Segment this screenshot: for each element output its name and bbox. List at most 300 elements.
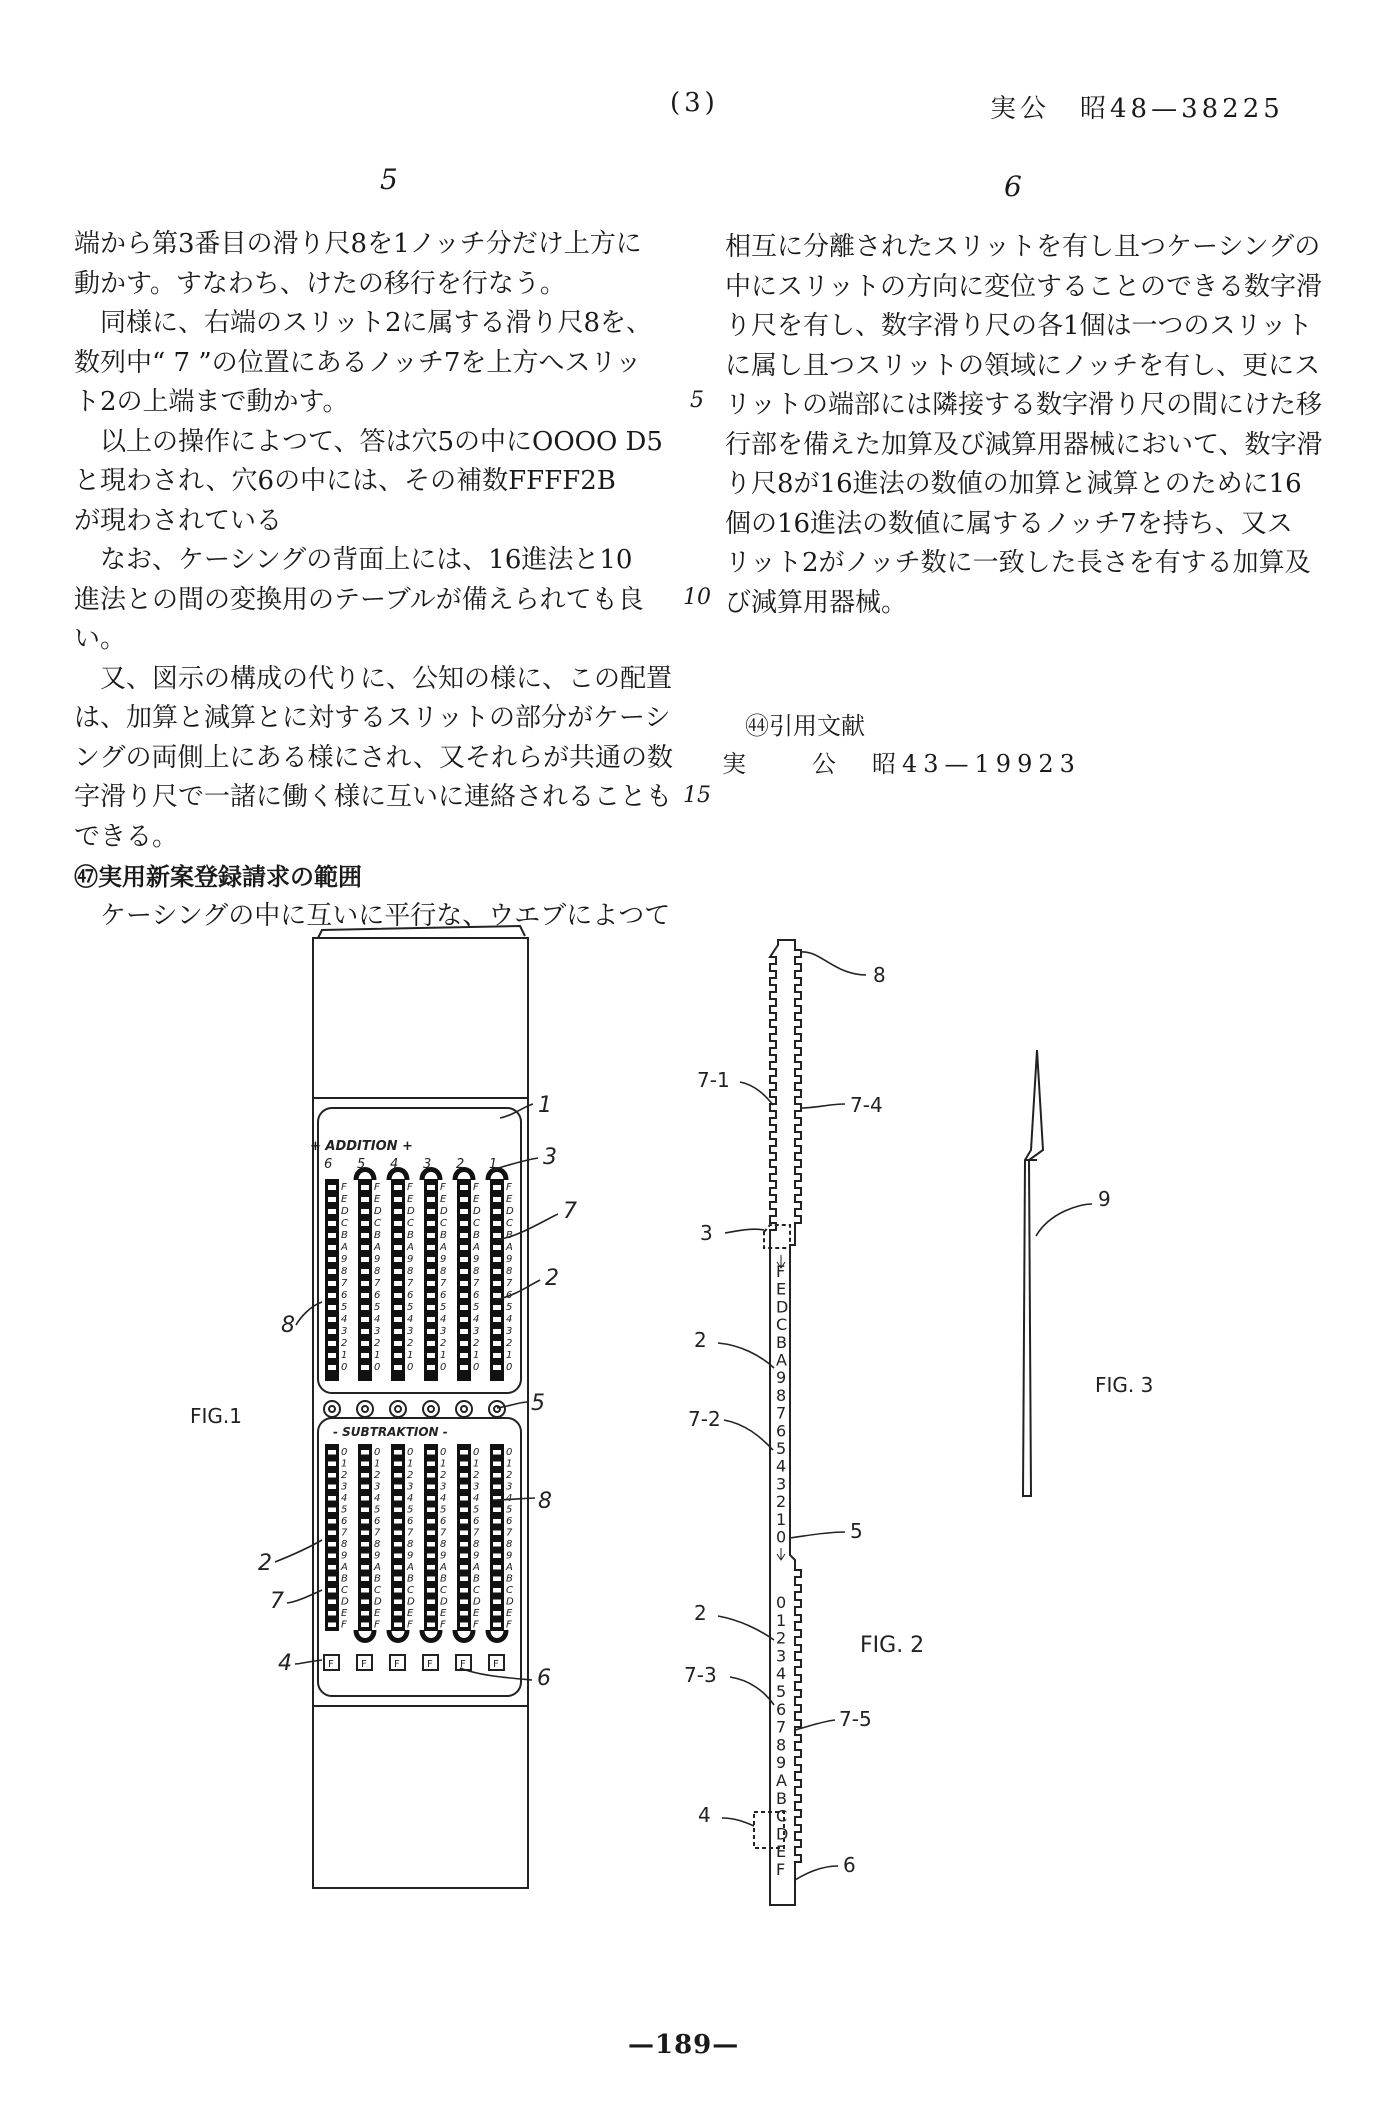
claim-first-line: ケーシングの中に互いに平行な、ウエブによつて	[74, 900, 671, 931]
callout-leader	[795, 1866, 838, 1880]
addition-digit: 3	[506, 1326, 513, 1337]
subtraction-digit: C	[506, 1585, 513, 1596]
notch	[361, 1257, 369, 1262]
addition-digit: 3	[440, 1326, 447, 1337]
addition-digit: 6	[374, 1290, 381, 1301]
notch	[427, 1508, 435, 1513]
subtraction-digit: C	[374, 1585, 381, 1596]
notch	[460, 1542, 468, 1547]
carry-hook	[488, 1630, 506, 1641]
notch	[394, 1197, 402, 1202]
addition-digit: D	[341, 1206, 349, 1217]
text-line: が現わされている	[74, 505, 283, 536]
notch	[361, 1554, 369, 1559]
addition-digit: B	[440, 1230, 447, 1241]
subtraction-digit: 7	[374, 1527, 381, 1539]
notch	[361, 1305, 369, 1310]
result-hole-center	[428, 1406, 434, 1412]
subtraction-digit: 8	[407, 1539, 414, 1550]
addition-digit: F	[506, 1182, 512, 1193]
callout-leader	[718, 1343, 774, 1368]
subtraction-digit: 7	[407, 1527, 414, 1539]
notch	[394, 1233, 402, 1238]
subtraction-digit: 0	[440, 1447, 447, 1458]
notch	[328, 1221, 336, 1226]
fig2-callout-5: 5	[850, 1519, 863, 1543]
text-line: 字滑り尺で一諸に働く様に互いに連絡されることも	[74, 782, 673, 812]
complement-window-digit: F	[394, 1659, 400, 1670]
subtraction-digit: 4	[440, 1493, 447, 1504]
text-line: 数列中“ 7 ”の位置にあるノッチ7を上方へスリッ	[74, 347, 642, 378]
addition-digit: C	[374, 1218, 381, 1229]
notch	[427, 1197, 435, 1202]
addition-digit: 5	[407, 1302, 414, 1313]
notch	[460, 1496, 468, 1501]
subtraction-digit: E	[473, 1608, 480, 1619]
callout-leader	[275, 1540, 322, 1562]
callout-leader	[801, 952, 866, 975]
addition-digit: 4	[374, 1314, 381, 1325]
subtraction-digit: 5	[440, 1504, 447, 1516]
fig2-callout-4: 4	[698, 1803, 711, 1827]
subtraction-digit: 6	[440, 1516, 447, 1527]
notch	[328, 1257, 336, 1262]
subtraction-digit: A	[506, 1562, 513, 1573]
notch	[460, 1281, 468, 1286]
subtraction-digit: A	[374, 1562, 381, 1573]
addition-digit: A	[374, 1242, 381, 1253]
text-line: リットの端部には隣接する数字滑り尺の間にけた移	[725, 390, 1322, 420]
subtraction-digit: B	[473, 1573, 480, 1585]
addition-digit: C	[473, 1218, 480, 1229]
subtraction-digit: 8	[473, 1539, 480, 1550]
notch	[328, 1329, 336, 1334]
page-bracket-number: (3)	[670, 88, 719, 118]
addition-digit: 1	[473, 1350, 480, 1361]
text-line: に属し且つスリットの領域にノッチを有し、更にス	[725, 350, 1321, 381]
notch	[361, 1577, 369, 1582]
notch	[394, 1577, 402, 1582]
notch	[394, 1623, 402, 1628]
result-hole-5	[357, 1401, 373, 1417]
notch	[460, 1209, 468, 1214]
result-hole-5	[489, 1401, 505, 1417]
notch	[493, 1554, 501, 1559]
notch	[361, 1341, 369, 1346]
notch	[328, 1197, 336, 1202]
notch	[361, 1611, 369, 1616]
notch	[427, 1317, 435, 1322]
fig2-lower-digit: F	[776, 1860, 786, 1879]
fig2-upper-digit: E	[776, 1279, 787, 1299]
result-hole-center	[461, 1406, 467, 1412]
carry-hook	[488, 1170, 506, 1181]
subtraction-digit: A	[473, 1562, 480, 1573]
addition-digit: B	[506, 1230, 513, 1241]
addition-digit: 9	[473, 1254, 480, 1265]
addition-digit: 7	[407, 1278, 414, 1289]
addition-digit: F	[407, 1182, 413, 1193]
notch	[427, 1496, 435, 1501]
result-hole-5	[324, 1401, 340, 1417]
notch	[460, 1450, 468, 1455]
subtraction-digit: 2	[440, 1470, 447, 1481]
notch	[361, 1221, 369, 1226]
text-line: リット2がノッチ数に一致した長さを有する加算及	[725, 548, 1311, 578]
notch	[493, 1353, 501, 1358]
notch	[394, 1542, 402, 1547]
line-number-5: 5	[690, 388, 704, 413]
notch	[394, 1269, 402, 1274]
subtraction-digit: B	[341, 1573, 348, 1585]
fig3-callout-9: 9	[1098, 1187, 1111, 1211]
result-hole-5	[390, 1401, 406, 1417]
notch	[328, 1353, 336, 1358]
notch	[361, 1496, 369, 1501]
result-hole-5	[423, 1401, 439, 1417]
subtraction-digit: F	[341, 1619, 347, 1631]
notch	[460, 1185, 468, 1190]
subtraction-digit: E	[341, 1608, 348, 1619]
text-line: は、加算と減算とに対するスリットの部分がケーシ	[74, 703, 671, 733]
addition-digit: 1	[506, 1350, 513, 1361]
complement-window-digit: F	[493, 1659, 499, 1670]
notch	[427, 1462, 435, 1467]
fig1-column-number: 3	[423, 1157, 432, 1172]
notch	[394, 1293, 402, 1298]
addition-digit: 6	[440, 1290, 447, 1301]
notch	[493, 1611, 501, 1616]
fig1-column-number: 5	[357, 1157, 366, 1172]
fig2-upper-digit: 5	[776, 1439, 787, 1458]
fig2-lower-digit: 4	[776, 1664, 787, 1684]
notch	[493, 1245, 501, 1250]
notch	[427, 1623, 435, 1628]
subtraction-digit: 9	[440, 1550, 447, 1562]
fig2-lower-digit: B	[776, 1788, 787, 1808]
fig2-label: FIG. 2	[860, 1633, 925, 1658]
fig2-upper-digit: A	[776, 1350, 787, 1370]
text-line: 動かす。すなわち、けたの移行を行なう。	[74, 268, 566, 299]
notch	[460, 1317, 468, 1322]
subtraction-digit: D	[506, 1596, 514, 1608]
subtraction-digit: 6	[506, 1516, 513, 1527]
subtraction-digit: 5	[374, 1504, 381, 1516]
notch	[361, 1519, 369, 1524]
fig2-upper-digit: 1	[776, 1509, 787, 1529]
notch	[460, 1257, 468, 1262]
notch	[394, 1209, 402, 1214]
subtraction-digit: 0	[506, 1447, 513, 1458]
subtraction-digit: F	[506, 1619, 512, 1631]
notch	[493, 1485, 501, 1490]
notch	[460, 1353, 468, 1358]
addition-digit: 8	[341, 1266, 348, 1277]
notch	[493, 1623, 501, 1628]
addition-digit: 3	[473, 1326, 480, 1337]
fig1-callout-2: 2	[545, 1266, 559, 1291]
carry-hook	[389, 1170, 407, 1181]
carry-hook	[356, 1630, 374, 1641]
notch	[460, 1221, 468, 1226]
addition-digit: C	[407, 1218, 414, 1229]
subtraction-digit: 7	[341, 1527, 348, 1539]
subtraction-digit: 2	[473, 1470, 480, 1481]
fig1-callout-4: 4	[278, 1651, 292, 1676]
notch	[328, 1450, 336, 1455]
notch	[394, 1329, 402, 1334]
fig3-label: FIG. 3	[1095, 1373, 1154, 1397]
subtraction-digit: A	[341, 1562, 348, 1573]
subtraction-digit: 2	[506, 1470, 513, 1481]
callout-leader	[492, 1158, 538, 1170]
fig1-callout-7: 7	[563, 1199, 577, 1224]
notch	[427, 1554, 435, 1559]
fig1-callout-8: 8	[281, 1313, 295, 1338]
addition-digit: A	[440, 1242, 447, 1253]
addition-digit: B	[473, 1230, 480, 1241]
subtraction-digit: 7	[506, 1527, 513, 1539]
fig2-lower-digit: 2	[776, 1628, 787, 1648]
addition-digit: 4	[440, 1314, 447, 1325]
addition-digit: E	[473, 1194, 480, 1205]
subtraction-digit: 7	[473, 1527, 480, 1539]
text-line: 又、図示の構成の代りに、公知の様に、この配置	[74, 663, 673, 694]
fig1-column-number: 6	[324, 1157, 333, 1172]
notch	[394, 1611, 402, 1616]
notch	[427, 1588, 435, 1593]
fig2-upper-digit: 6	[776, 1421, 787, 1441]
right-column-number: 6	[1004, 170, 1022, 203]
notch	[394, 1353, 402, 1358]
subtraction-digit: B	[374, 1573, 381, 1585]
addition-digit: C	[506, 1218, 513, 1229]
notch	[394, 1185, 402, 1190]
carry-hook	[455, 1630, 473, 1641]
result-hole-center	[395, 1406, 401, 1412]
addition-digit: A	[341, 1242, 348, 1253]
notch	[493, 1341, 501, 1346]
subtraction-digit: 4	[374, 1493, 381, 1504]
fig2-callout-2: 2	[694, 1328, 707, 1352]
notch	[427, 1565, 435, 1570]
subtraction-digit: D	[440, 1596, 448, 1608]
notch	[328, 1233, 336, 1238]
addition-digit: 4	[506, 1314, 513, 1325]
notch	[361, 1531, 369, 1536]
subtraction-digit: 3	[407, 1481, 414, 1493]
notch	[361, 1485, 369, 1490]
fig2-lower-digit: D	[776, 1824, 789, 1844]
fig2-lower-digit: C	[776, 1806, 788, 1826]
notch	[460, 1341, 468, 1346]
notch	[361, 1245, 369, 1250]
notch	[493, 1185, 501, 1190]
addition-digit: A	[473, 1242, 480, 1253]
fig2-callout-7-2: 7-2	[688, 1407, 721, 1431]
notch	[394, 1365, 402, 1370]
subtraction-digit: 1	[341, 1458, 348, 1470]
subtraction-digit: 3	[374, 1481, 381, 1493]
result-hole-center	[362, 1406, 368, 1412]
cited-reference-entry: 実 公 昭43—19923	[722, 750, 1081, 778]
fig1-label: FIG.1	[190, 1404, 242, 1428]
addition-digit: 3	[407, 1326, 414, 1337]
subtraction-digit: 1	[407, 1458, 414, 1470]
subtraction-digit: 3	[440, 1481, 447, 1493]
casing-outline	[313, 938, 528, 1888]
subtraction-digit: 4	[473, 1493, 480, 1504]
text-line: び減算用器械。	[725, 587, 908, 618]
subtraction-digit: 5	[473, 1504, 480, 1516]
notch	[460, 1245, 468, 1250]
notch	[460, 1305, 468, 1310]
notch	[394, 1245, 402, 1250]
addition-digit: 6	[407, 1290, 414, 1301]
subtraction-digit: D	[374, 1596, 382, 1608]
notch	[460, 1519, 468, 1524]
callout-leader	[287, 1590, 322, 1603]
notch	[328, 1305, 336, 1310]
fig2-upper-digit: 8	[776, 1385, 787, 1405]
text-line: ングの両側上にある様にされ、又それらが共通の数	[74, 742, 674, 773]
subtraction-digit: 4	[341, 1493, 348, 1504]
fig2-upper-digit: D	[776, 1297, 789, 1317]
notch	[361, 1365, 369, 1370]
fig2-callout-6: 6	[843, 1853, 856, 1877]
notch	[493, 1305, 501, 1310]
result-hole-5	[456, 1401, 472, 1417]
fig1-callout-3: 3	[543, 1145, 557, 1170]
callout-leader	[722, 1818, 754, 1826]
subtraction-digit: 8	[341, 1539, 348, 1550]
notch	[427, 1245, 435, 1250]
subtraction-digit: B	[506, 1573, 513, 1585]
fig2-upper-digit: 2	[776, 1492, 787, 1512]
addition-digit: B	[341, 1230, 348, 1241]
notch	[361, 1462, 369, 1467]
complement-window-digit: F	[361, 1659, 367, 1670]
subtraction-digit: 2	[407, 1470, 414, 1481]
notch	[394, 1450, 402, 1455]
notch	[460, 1600, 468, 1605]
notch	[427, 1531, 435, 1536]
notch	[394, 1462, 402, 1467]
subtraction-digit: 8	[506, 1539, 513, 1550]
fig1-column-number: 2	[456, 1157, 465, 1172]
notch	[460, 1554, 468, 1559]
notch	[493, 1257, 501, 1262]
text-line: 行部を備えた加算及び減算用器械において、数字滑	[725, 429, 1323, 460]
fig1-callout-8-lower: 8	[538, 1489, 552, 1514]
addition-digit: F	[374, 1182, 380, 1193]
publication-number: 実公 昭48—38225	[990, 94, 1284, 124]
fig2-callout-7-5: 7-5	[839, 1707, 872, 1731]
notch	[394, 1473, 402, 1478]
fig2-upper-digit: 7	[776, 1403, 787, 1423]
addition-digit: E	[407, 1194, 414, 1205]
carry-hook	[455, 1170, 473, 1181]
callout-leader	[724, 1420, 773, 1450]
notch	[460, 1508, 468, 1513]
complement-window-digit: F	[427, 1659, 433, 1670]
callout-leader	[718, 1616, 774, 1640]
addition-digit: D	[506, 1206, 514, 1217]
left-column-number: 5	[380, 163, 398, 196]
addition-digit: C	[341, 1218, 348, 1229]
page-number: —189—	[628, 2030, 740, 2060]
callout-leader	[801, 1104, 845, 1108]
fig1-callout-2-lower: 2	[258, 1551, 272, 1576]
fig2-upper-digit: C	[776, 1315, 788, 1335]
notch	[328, 1281, 336, 1286]
subtraction-digit: 9	[341, 1550, 348, 1562]
subtraction-digit: 9	[506, 1550, 513, 1562]
subtraction-digit: 0	[341, 1447, 348, 1458]
notch	[427, 1329, 435, 1334]
subtraction-digit: 9	[407, 1550, 414, 1562]
addition-digit: 5	[374, 1302, 381, 1313]
addition-digit: 1	[374, 1350, 381, 1361]
notch	[361, 1197, 369, 1202]
notch	[328, 1554, 336, 1559]
subtraction-digit: 3	[341, 1481, 348, 1493]
fig1-callout-7-lower: 7	[270, 1589, 284, 1614]
notch	[493, 1197, 501, 1202]
notch	[361, 1317, 369, 1322]
notch	[361, 1233, 369, 1238]
callout-leader	[730, 1677, 774, 1705]
figure-3-stylus	[1023, 1050, 1092, 1496]
text-line: り尺を有し、数字滑り尺の各1個は一つのスリット	[725, 311, 1313, 341]
stylus-outline	[1023, 1050, 1043, 1496]
notch	[328, 1496, 336, 1501]
notch	[427, 1450, 435, 1455]
notch	[493, 1508, 501, 1513]
addition-digit: E	[440, 1194, 447, 1205]
carry-hook	[356, 1170, 374, 1181]
notch	[427, 1600, 435, 1605]
notch	[361, 1508, 369, 1513]
addition-digit: 8	[374, 1266, 381, 1277]
addition-digit: F	[473, 1182, 479, 1193]
notch	[361, 1353, 369, 1358]
subtraction-digit: E	[506, 1608, 513, 1619]
subtraction-title: - SUBTRAKTION -	[333, 1425, 448, 1439]
subtraction-digit: F	[407, 1619, 413, 1631]
addition-digit: 8	[506, 1266, 513, 1277]
notch	[328, 1623, 336, 1628]
addition-digit: 2	[341, 1338, 348, 1349]
addition-digit: B	[407, 1230, 414, 1241]
notch	[361, 1281, 369, 1286]
addition-digit: 2	[473, 1338, 480, 1349]
subtraction-digit: C	[407, 1585, 414, 1596]
addition-digit: C	[440, 1218, 447, 1229]
fig2-lower-digit: 8	[776, 1735, 787, 1755]
notch	[394, 1531, 402, 1536]
fig1-column-number: 1	[489, 1157, 498, 1172]
addition-digit: 2	[374, 1338, 381, 1349]
figure-2-slide-rule	[718, 940, 866, 1905]
notch	[394, 1317, 402, 1322]
text-line: 進法との間の変換用のテーブルが備えられても良い。	[74, 584, 644, 654]
notch	[361, 1623, 369, 1628]
addition-digit: 2	[407, 1338, 414, 1349]
notch	[328, 1577, 336, 1582]
subtraction-digit: C	[473, 1585, 480, 1596]
addition-digit: 9	[506, 1254, 513, 1265]
